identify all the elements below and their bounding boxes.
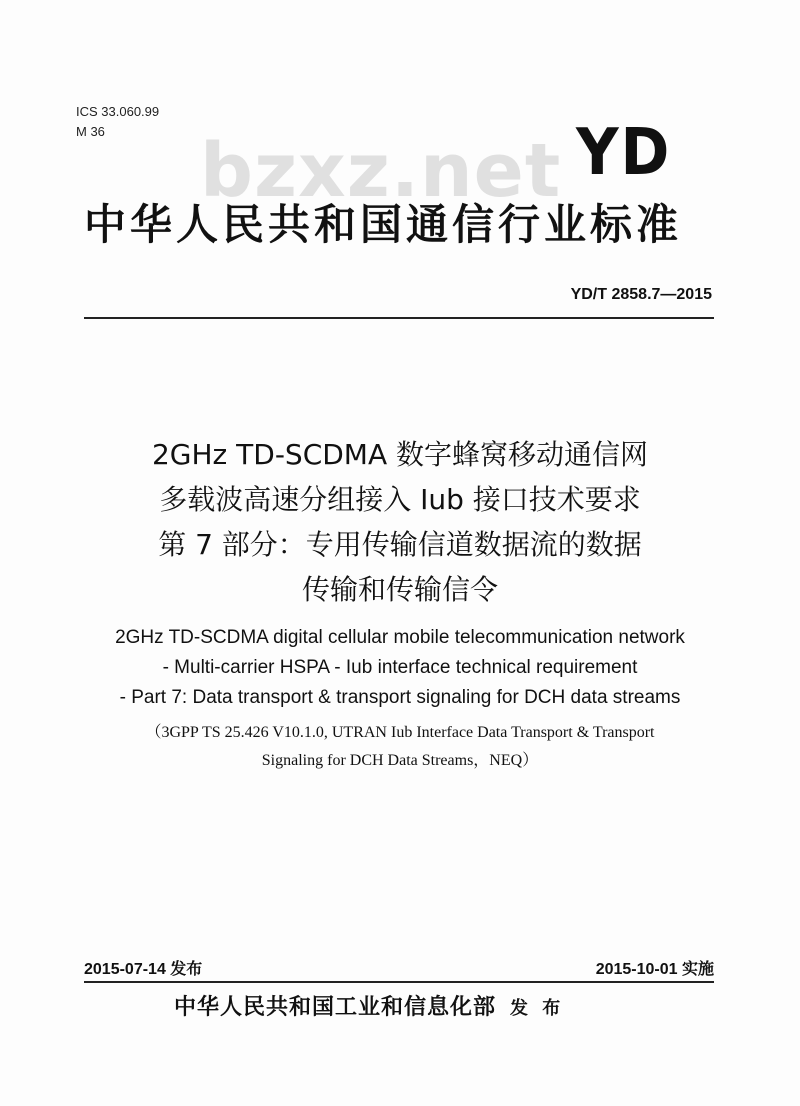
reference-line: Signaling for DCH Data Streams，NEQ） — [261, 752, 539, 769]
yd-logo: YD — [576, 116, 672, 190]
english-title-line: 2GHz TD-SCDMA digital cellular mobile telecommunication network — [115, 627, 685, 648]
implement-date: 2015-10-01 实施 — [595, 961, 714, 978]
chinese-title-line: 多载波高速分组接入 Iub 接口技术要求 — [159, 483, 641, 516]
chinese-title-line: 传输和传输信令 — [301, 573, 498, 606]
reference-standard — [60, 719, 740, 775]
standard-category-title: 中华人民共和国通信行业标准 — [84, 200, 683, 249]
ccs-code: M 36 — [76, 124, 105, 139]
english-title — [60, 623, 740, 713]
standard-code: YD/T 2858.7—2015 — [570, 286, 712, 303]
english-title-line: - Part 7: Data transport & transport signaling for DCH data streams — [119, 687, 681, 708]
issuer-suffix: 发 布 — [510, 998, 565, 1019]
chinese-title-line: 2GHz TD-SCDMA 数字蜂窝移动通信网 — [151, 438, 649, 471]
issuer-name: 中华人民共和国工业和信息化部 — [174, 994, 497, 1020]
watermark: bzxz.net — [200, 128, 562, 214]
publish-date: 2015-07-14 发布 — [84, 961, 203, 978]
top-divider — [84, 317, 714, 319]
bottom-divider — [84, 981, 714, 983]
classification-codes — [76, 102, 159, 142]
ics-code: ICS 33.060.99 — [76, 104, 160, 119]
reference-line: （3GPP TS 25.426 V10.1.0, UTRAN Iub Interface Data Transport & Transport — [145, 724, 655, 741]
chinese-title — [60, 432, 740, 612]
chinese-title-line: 第 7 部分：专用传输信道数据流的数据 — [158, 528, 642, 561]
english-title-line: - Multi-carrier HSPA - Iub interface technical requirement — [162, 657, 638, 678]
issuing-authority — [174, 990, 564, 1021]
